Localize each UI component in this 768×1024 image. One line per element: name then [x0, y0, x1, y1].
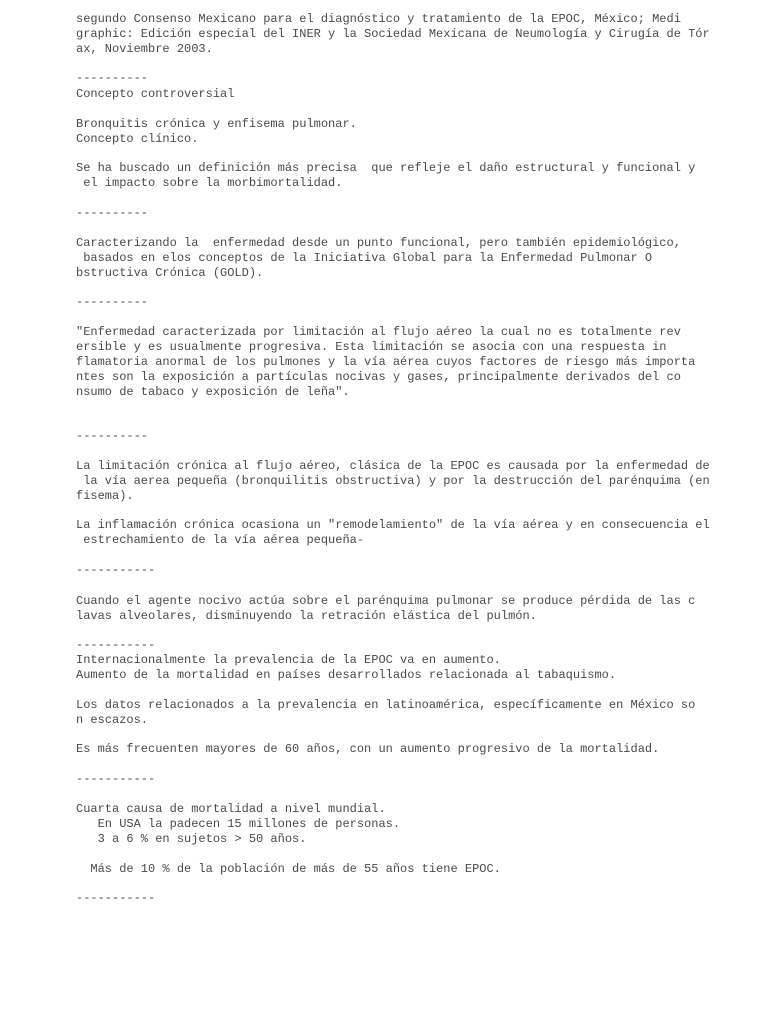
text-line: Se ha buscado un definición más precisa que refleje el daño estructural y funcional y [76, 161, 696, 175]
separator-line: ---------- [76, 429, 149, 443]
text-line: La inflamación crónica ocasiona un "remodelamiento" de la vía aérea y en consecuencia el [76, 518, 710, 532]
text-line: La limitación crónica al flujo aéreo, clásica de la EPOC es causada por la enfermedad de [76, 459, 710, 473]
text-line: Los datos relacionados a la prevalencia en latinoamérica, específicamente en México so [76, 698, 696, 712]
quote-line: nsumo de tabaco y exposición de leña". [76, 385, 350, 399]
text-line: la vía aerea pequeña (bronquilitis obstructiva) y por la destrucción del parénquima (en [76, 474, 710, 488]
separator-line: ----------- [76, 772, 156, 786]
text-line: bstructiva Crónica (GOLD). [76, 266, 264, 280]
quote-line: ersible y es usualmente progresiva. Esta limitación se asocia con una respuesta in [76, 340, 667, 354]
separator-line: ---------- [76, 71, 149, 85]
separator-line: ----------- [76, 891, 156, 905]
section-heading: Concepto controversial [76, 87, 235, 101]
text-line: n escazos. [76, 713, 149, 727]
text-line: Más de 10 % de la población de más de 55 años tiene EPOC. [76, 862, 501, 876]
text-line: Internacionalmente la prevalencia de la EPOC va en aumento. [76, 653, 501, 667]
text-line: graphic: Edición especial del INER y la Sociedad Mexicana de Neumología y Cirugía de Tór [76, 27, 710, 41]
text-line: Bronquitis crónica y enfisema pulmonar. [76, 117, 357, 131]
text-line: Es más frecuenten mayores de 60 años, con un aumento progresivo de la mortalidad. [76, 742, 660, 756]
text-line: Cuarta causa de mortalidad a nivel mundial. [76, 802, 386, 816]
separator-line: ---------- [76, 206, 149, 220]
separator-line: ----------- [76, 563, 156, 577]
quote-line: flamatoria anormal de los pulmones y la vía aérea cuyos factores de riesgo más importa [76, 355, 696, 369]
separator-line: ---------- [76, 295, 149, 309]
text-line: el impacto sobre la morbimortalidad. [76, 176, 343, 190]
text-line: Concepto clínico. [76, 132, 199, 146]
quote-line: ntes son la exposición a partículas nocivas y gases, principalmente derivados del co [76, 370, 681, 384]
separator-line: ----------- [76, 638, 156, 652]
text-line: estrechamiento de la vía aérea pequeña- [76, 533, 365, 547]
text-line: Aumento de la mortalidad en países desarrollados relacionada al tabaquismo. [76, 668, 617, 682]
text-line: segundo Consenso Mexicano para el diagnóstico y tratamiento de la EPOC, México; Medi [76, 12, 681, 26]
text-line: basados en elos conceptos de la Iniciativa Global para la Enfermedad Pulmonar O [76, 251, 653, 265]
text-line: 3 a 6 % en sujetos > 50 años. [76, 832, 307, 846]
text-line: fisema). [76, 489, 134, 503]
text-line: lavas alveolares, disminuyendo la retración elástica del pulmón. [76, 609, 537, 623]
text-line: Cuando el agente nocivo actúa sobre el parénquima pulmonar se produce pérdida de las c [76, 594, 696, 608]
text-line: ax, Noviembre 2003. [76, 42, 213, 56]
quote-line: "Enfermedad caracterizada por limitación al flujo aéreo la cual no es totalmente rev [76, 325, 681, 339]
text-line: En USA la padecen 15 millones de personas. [76, 817, 401, 831]
text-line: Caracterizando la enfermedad desde un punto funcional, pero también epidemiológico, [76, 236, 681, 250]
